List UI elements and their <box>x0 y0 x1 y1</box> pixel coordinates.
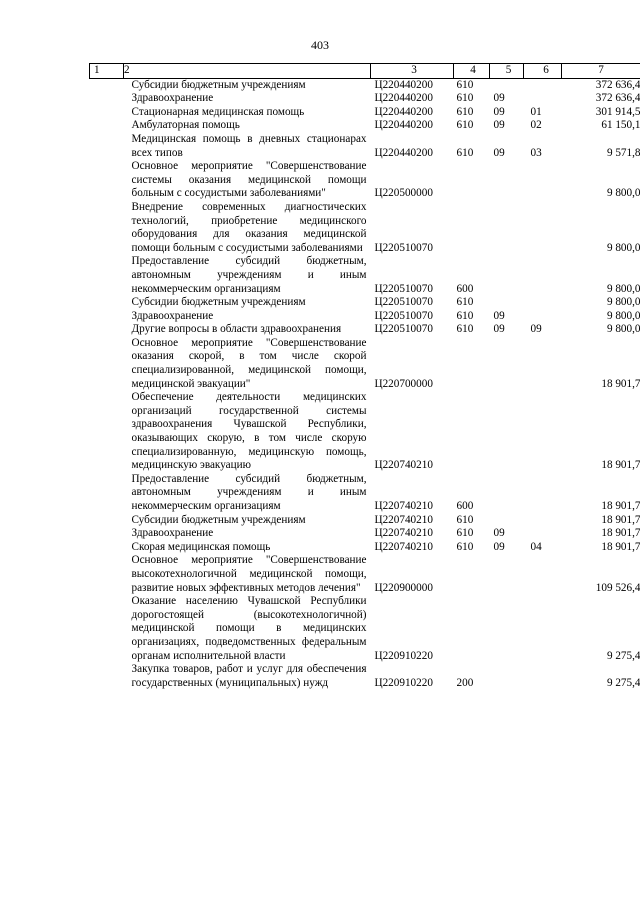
cell-subsection <box>524 554 562 595</box>
cell-sum: 18 901,7 <box>601 459 640 472</box>
table-body <box>90 78 640 690</box>
cell-expense-type: 610 <box>456 527 474 540</box>
cell-empty <box>90 255 124 296</box>
header-col-7: 7 <box>562 64 640 79</box>
table-row <box>90 310 640 324</box>
cell-section <box>490 554 524 595</box>
cell-code: Ц220910220 <box>374 649 433 662</box>
cell-empty <box>90 595 124 663</box>
cell-sum: 9 800,0 <box>606 309 640 322</box>
cell-section <box>490 296 524 310</box>
cell-empty <box>90 106 124 120</box>
cell-expense-type: 610 <box>456 309 474 322</box>
cell-sum: 109 526,4 <box>595 581 640 594</box>
cell-expense-type: 610 <box>456 78 474 91</box>
cell-empty <box>90 323 124 337</box>
cell-subsection <box>524 310 562 324</box>
cell-name: Предоставление субсидий бюджетным, автономным учреждениям и иным некоммерческим организациям <box>131 255 367 295</box>
cell-section <box>490 201 524 255</box>
cell-subsection <box>524 514 562 528</box>
cell-sum: 301 914,5 <box>595 105 640 118</box>
cell-code: Ц220440200 <box>374 105 433 118</box>
cell-subsection <box>524 391 562 473</box>
cell-subsection <box>524 527 562 541</box>
table-row <box>90 160 640 201</box>
cell-sum: 372 636,4 <box>595 92 640 105</box>
cell-empty <box>90 391 124 473</box>
cell-name: Медицинская помощь в дневных стационарах всех типов <box>131 132 367 159</box>
cell-name: Здравоохранение <box>131 309 214 322</box>
table-row <box>90 255 640 296</box>
header-col-3: 3 <box>371 64 454 79</box>
cell-subsection <box>524 473 562 514</box>
cell-sum: 9 571,8 <box>606 146 640 159</box>
cell-name: Другие вопросы в области здравоохранения <box>131 323 342 336</box>
table-row <box>90 391 640 473</box>
cell-section <box>490 595 524 663</box>
cell-subsection: 02 <box>530 119 542 132</box>
cell-section: 09 <box>493 540 505 553</box>
cell-sum: 9 275,4 <box>606 676 640 689</box>
cell-sum: 9 800,0 <box>606 323 640 336</box>
table-row <box>90 296 640 310</box>
header-col-6: 6 <box>524 64 562 79</box>
cell-section <box>490 78 524 92</box>
cell-name: Скорая медицинская помощь <box>131 540 271 553</box>
cell-expense-type: 610 <box>456 92 474 105</box>
table-row <box>90 106 640 120</box>
header-col-5: 5 <box>490 64 524 79</box>
cell-empty <box>90 541 124 555</box>
cell-name: Предоставление субсидий бюджетным, автономным учреждениям и иным некоммерческим организациям <box>131 472 367 512</box>
cell-name: Основное мероприятие "Совершенствование системы оказания медицинской помощи больным с сосудистыми заболеваниями" <box>131 160 367 200</box>
cell-section: 09 <box>493 119 505 132</box>
cell-name: Здравоохранение <box>131 527 214 540</box>
cell-name: Здравоохранение <box>131 92 214 105</box>
cell-empty <box>90 310 124 324</box>
cell-expense-type: 610 <box>456 146 474 159</box>
cell-name: Субсидии бюджетным учреждениям <box>131 78 306 91</box>
cell-section <box>490 473 524 514</box>
table-row <box>90 473 640 514</box>
cell-subsection <box>524 201 562 255</box>
cell-name: Стационарная медицинская помощь <box>131 105 305 118</box>
cell-expense-type: 610 <box>456 119 474 132</box>
cell-section <box>490 337 524 391</box>
cell-empty <box>90 663 124 690</box>
cell-code: Ц220510070 <box>374 241 433 254</box>
cell-expense-type <box>454 337 490 391</box>
header-col-1: 1 <box>90 64 124 79</box>
cell-expense-type: 200 <box>456 676 474 689</box>
cell-code: Ц220500000 <box>374 187 433 200</box>
cell-empty <box>90 119 124 133</box>
header-col-2: 2 <box>124 64 371 79</box>
cell-sum: 18 901,7 <box>601 527 640 540</box>
cell-subsection: 03 <box>530 146 542 159</box>
cell-sum: 18 901,7 <box>601 377 640 390</box>
cell-name: Обеспечение деятельности медицинских организаций государственной системы здравоохранения Чувашской Республики, оказывающих скорую, в том числе скорую специализированную, медицинскую помощь, медицинскую эвакуацию <box>131 391 367 472</box>
cell-subsection <box>524 663 562 690</box>
cell-sum: 9 800,0 <box>606 241 640 254</box>
cell-code: Ц220510070 <box>374 296 433 309</box>
cell-expense-type <box>454 595 490 663</box>
cell-subsection <box>524 337 562 391</box>
page-number: 403 <box>311 38 329 52</box>
cell-sum: 9 275,4 <box>606 649 640 662</box>
cell-section <box>490 514 524 528</box>
cell-empty <box>90 78 124 92</box>
table-row <box>90 78 640 92</box>
cell-expense-type <box>454 554 490 595</box>
cell-expense-type: 610 <box>456 105 474 118</box>
cell-empty <box>90 92 124 106</box>
cell-sum: 61 150,1 <box>601 119 640 132</box>
cell-expense-type: 600 <box>456 282 474 295</box>
cell-code: Ц220740210 <box>374 500 433 512</box>
cell-subsection <box>524 92 562 106</box>
cell-empty <box>90 337 124 391</box>
cell-code: Ц220700000 <box>374 377 433 390</box>
cell-expense-type: 610 <box>456 323 474 336</box>
cell-name: Субсидии бюджетным учреждениям <box>131 513 306 526</box>
budget-table <box>89 63 640 690</box>
cell-subsection: 04 <box>530 540 542 553</box>
table-header-row <box>90 64 640 79</box>
table-row <box>90 595 640 663</box>
cell-sum: 372 636,4 <box>595 78 640 91</box>
cell-expense-type: 610 <box>456 540 474 553</box>
table-row <box>90 554 640 595</box>
cell-name: Основное мероприятие "Совершенствование высокотехнологичной медицинской помощи, развитие новых эффективных методов лечения" <box>131 554 367 594</box>
cell-name: Закупка товаров, работ и услуг для обеспечения государственных (муниципальных) нужд <box>131 663 367 689</box>
cell-empty <box>90 554 124 595</box>
table-row <box>90 527 640 541</box>
cell-sum: 18 901,7 <box>601 540 640 553</box>
table-row <box>90 119 640 133</box>
cell-empty <box>90 133 124 160</box>
cell-section <box>490 255 524 296</box>
cell-code: Ц220440200 <box>374 92 433 105</box>
cell-code: Ц220440200 <box>374 146 433 159</box>
cell-expense-type <box>454 391 490 473</box>
cell-empty <box>90 527 124 541</box>
cell-section <box>490 391 524 473</box>
cell-section <box>490 160 524 201</box>
cell-subsection: 01 <box>530 105 542 118</box>
cell-expense-type: 610 <box>456 513 474 526</box>
cell-sum: 18 901,7 <box>601 500 640 512</box>
cell-sum: 9 800,0 <box>606 187 640 200</box>
table-row <box>90 323 640 337</box>
cell-code: Ц220910220 <box>374 676 433 689</box>
cell-section: 09 <box>493 323 505 336</box>
cell-code: Ц220510070 <box>374 282 433 295</box>
table-row <box>90 133 640 160</box>
cell-expense-type: 610 <box>456 296 474 309</box>
cell-code: Ц220510070 <box>374 309 433 322</box>
table-row <box>90 337 640 391</box>
cell-empty <box>90 473 124 514</box>
cell-sum: 18 901,7 <box>601 513 640 526</box>
cell-empty <box>90 160 124 201</box>
cell-code: Ц220440200 <box>374 78 433 91</box>
cell-section: 09 <box>493 527 505 540</box>
cell-name: Внедрение современных диагностических технологий, приобретение медицинского оборудования для оказания медицинской помощи больным с сосудистыми заболеваниями <box>131 200 367 254</box>
cell-section: 09 <box>493 105 505 118</box>
cell-name: Основное мероприятие "Совершенствование оказания скорой, в том числе скорой специализированной, медицинской помощи, медицинской эвакуации" <box>131 336 367 390</box>
cell-code: Ц220740210 <box>374 459 433 472</box>
cell-name: Субсидии бюджетным учреждениям <box>131 296 306 309</box>
table-row <box>90 92 640 106</box>
table-row <box>90 541 640 555</box>
cell-code: Ц220740210 <box>374 527 433 540</box>
cell-subsection <box>524 595 562 663</box>
cell-code: Ц220440200 <box>374 119 433 132</box>
cell-expense-type: 600 <box>456 500 474 512</box>
cell-subsection <box>524 160 562 201</box>
cell-code: Ц220740210 <box>374 513 433 526</box>
cell-subsection <box>524 296 562 310</box>
cell-expense-type <box>454 160 490 201</box>
cell-section: 09 <box>493 92 505 105</box>
cell-name: Амбулаторная помощь <box>131 119 240 132</box>
cell-code: Ц220510070 <box>374 323 433 336</box>
cell-sum: 9 800,0 <box>606 296 640 309</box>
cell-subsection: 09 <box>530 323 542 336</box>
cell-empty <box>90 296 124 310</box>
cell-section <box>490 663 524 690</box>
cell-subsection <box>524 78 562 92</box>
cell-empty <box>90 514 124 528</box>
cell-code: Ц220740210 <box>374 540 433 553</box>
cell-section: 09 <box>493 146 505 159</box>
cell-section: 09 <box>493 309 505 322</box>
cell-subsection <box>524 255 562 296</box>
header-col-4: 4 <box>454 64 490 79</box>
cell-expense-type <box>454 201 490 255</box>
cell-empty <box>90 201 124 255</box>
cell-name: Оказание населению Чувашской Республики дорогостоящей (высокотехнологичной) медицинской помощи в медицинских организациях, подведомственных федеральным органам исполнительной власти <box>131 595 367 662</box>
cell-code: Ц220900000 <box>374 581 433 594</box>
cell-sum: 9 800,0 <box>606 282 640 295</box>
table-row <box>90 663 640 690</box>
table-row <box>90 514 640 528</box>
table-row <box>90 201 640 255</box>
